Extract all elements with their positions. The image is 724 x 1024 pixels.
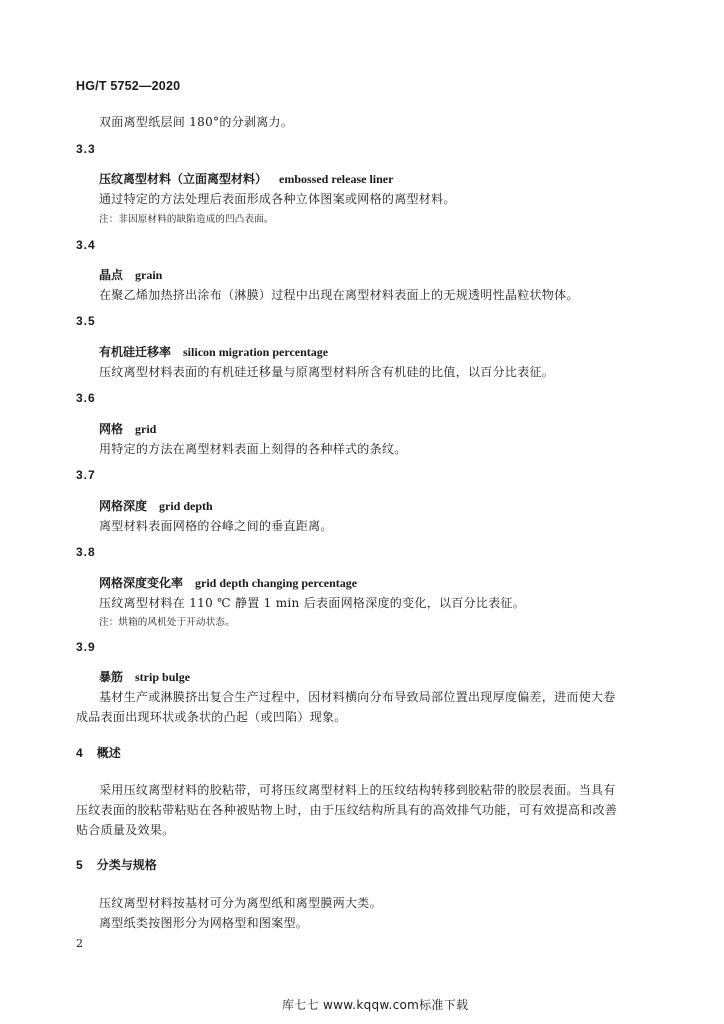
term-en: strip bulge	[135, 670, 191, 684]
paragraph-line: 贴合质量及效果。	[76, 823, 175, 837]
term-title	[99, 343, 328, 360]
term-definition: 通过特定的方法处理后表面形成各种立体图案或网格的离型材料。	[99, 192, 456, 206]
term-title	[99, 170, 393, 187]
term-title	[99, 420, 156, 437]
term-number: 3.4	[76, 238, 96, 252]
section-heading	[76, 744, 121, 761]
standard-code: HG/T 5752—2020	[76, 79, 181, 93]
term-en: grid depth changing percentage	[195, 576, 358, 590]
section-number: 4	[76, 746, 83, 760]
paragraph-line: 压纹表面的胶粘带粘贴在各种被贴物上时，由于压纹结构所具有的高效排气功能，可有效提高和改善	[76, 803, 618, 817]
term-note: 注：烘箱的风机处于开动状态。	[99, 617, 235, 628]
footer-watermark: 库七七 www.kqqw.com标准下载	[282, 998, 469, 1012]
paragraph-line: 采用压纹离型材料的胶粘带，可将压纹离型材料上的压纹结构转移到胶粘带的胶层表面。当具有	[99, 783, 616, 797]
term-definition: 压纹离型材料表面的有机硅迁移量与原离型材料所含有机硅的比值，以百分比表征。	[99, 365, 555, 379]
term-cn: 晶点	[99, 268, 124, 282]
term-note: 注：非因原材料的缺陷造成的凹凸表面。	[99, 214, 274, 225]
term-definition: 用特定的方法在离型材料表面上刻得的各种样式的条纹。	[99, 442, 407, 456]
term-title	[99, 266, 162, 283]
term-definition: 离型材料表面网格的谷峰之间的垂直距离。	[99, 519, 333, 533]
term-title	[99, 497, 213, 514]
term-title	[99, 574, 357, 591]
paragraph-line: 压纹离型材料按基材可分为离型纸和离型膜两大类。	[99, 896, 382, 910]
term-definition-line: 基材生产或淋膜挤出复合生产过程中，因材料横向分布导致局部位置出现厚度偏差，进而使大卷	[99, 690, 616, 704]
term-number: 3.6	[76, 391, 96, 405]
term-number: 3.7	[76, 468, 96, 482]
term-number: 3.3	[76, 142, 96, 156]
term-en: grid	[135, 422, 157, 436]
term-cn: 网格深度变化率	[99, 576, 184, 590]
term-title	[99, 668, 190, 685]
term-definition: 在聚乙烯加热挤出涂布（淋膜）过程中出现在离型材料表面上的无规透明性晶粒状物体。	[99, 288, 579, 302]
term-definition: 压纹离型材料在 110 ℃ 静置 1 min 后表面网格深度的变化，以百分比表征。	[99, 596, 526, 610]
term-cn: 有机硅迁移率	[99, 345, 172, 359]
term-number: 3.9	[76, 640, 96, 654]
section-heading	[76, 856, 157, 873]
page-number: 2	[76, 937, 83, 950]
term-cn: 网格深度	[99, 499, 148, 513]
section-title: 概述	[96, 746, 121, 760]
term-en: silicon migration percentage	[183, 345, 329, 359]
term-cn: 网格	[99, 422, 124, 436]
term-number: 3.8	[76, 545, 96, 559]
term-en: grid depth	[159, 499, 213, 513]
term-en: grain	[135, 268, 163, 282]
term-cn: 压纹离型材料（立面离型材料）	[99, 172, 268, 186]
paragraph-line: 离型纸类按图形分为网格型和图案型。	[99, 916, 309, 930]
term-number: 3.5	[76, 314, 96, 328]
term-cn: 暴筋	[99, 670, 124, 684]
term-definition-line: 成品表面出现环状或条状的凸起（或凹陷）现象。	[76, 710, 347, 724]
section-title: 分类与规格	[96, 858, 157, 872]
intro-line: 双面离型纸层间 180°的分剥离力。	[99, 115, 294, 129]
term-en: embossed release liner	[279, 172, 394, 186]
section-number: 5	[76, 858, 83, 872]
